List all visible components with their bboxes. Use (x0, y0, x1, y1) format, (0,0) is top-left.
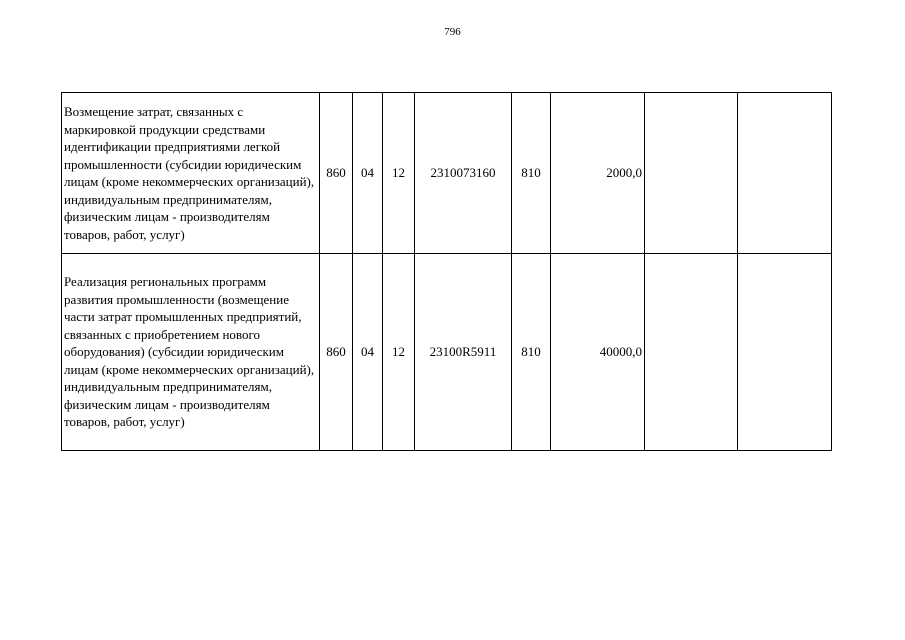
amount-cell: 40000,0 (551, 254, 645, 451)
subsection-code-cell: 12 (383, 254, 415, 451)
empty-cell (645, 93, 738, 254)
empty-cell (645, 254, 738, 451)
budget-table (61, 92, 832, 451)
empty-cell (738, 254, 832, 451)
ministry-code-cell: 860 (320, 93, 353, 254)
subsection-code-cell: 12 (383, 93, 415, 254)
empty-cell (738, 93, 832, 254)
ministry-code-cell: 860 (320, 254, 353, 451)
description-cell: Реализация региональных программ развития промышленности (возмещение части затрат промышленных предприятий, связанных с приобретением нового оборудования) (субсидии юридическим лицам (кроме некоммерческих организаций), индивидуальным предпринимателям, физическим лицам - производителям товаров, работ, услуг) (62, 254, 320, 451)
target-article-cell: 23100R5911 (415, 254, 512, 451)
description-cell: Возмещение затрат, связанных с маркировкой продукции средствами идентификации предприятиями легкой промышленности (субсидии юридическим лицам (кроме некоммерческих организаций), индивидуальным предпринимателям, физическим лицам - производителям товаров, работ, услуг) (62, 93, 320, 254)
target-article-cell: 2310073160 (415, 93, 512, 254)
amount-cell: 2000,0 (551, 93, 645, 254)
expense-type-cell: 810 (512, 254, 551, 451)
expense-type-cell: 810 (512, 93, 551, 254)
table-row (62, 93, 832, 254)
section-code-cell: 04 (353, 254, 383, 451)
table-row (62, 254, 832, 451)
page-number: 796 (444, 26, 461, 38)
section-code-cell: 04 (353, 93, 383, 254)
